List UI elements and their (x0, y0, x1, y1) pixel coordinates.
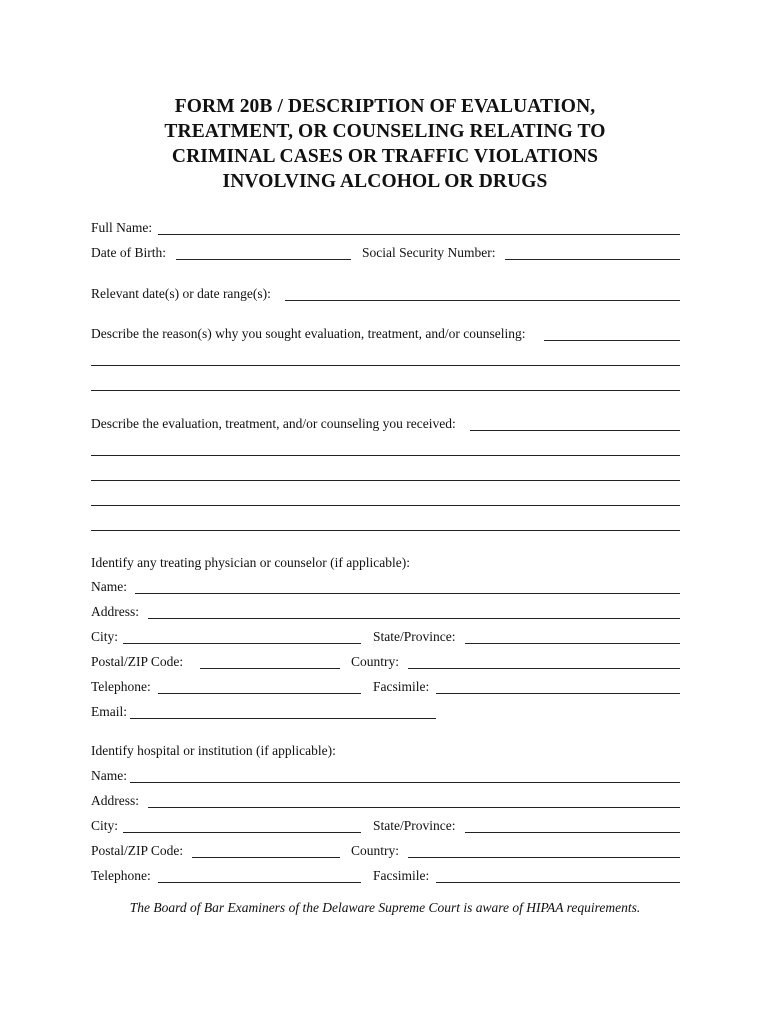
received-field[interactable] (470, 430, 680, 431)
received-field-line[interactable] (91, 530, 680, 531)
hipaa-note: The Board of Bar Examiners of the Delaware Supreme Court is aware of HIPAA requirements. (129, 900, 641, 915)
physician-city-label: City: (91, 629, 119, 644)
hospital-state-field[interactable] (465, 832, 680, 833)
hospital-facsimile-field[interactable] (436, 882, 680, 883)
hospital-country-field[interactable] (408, 857, 680, 858)
hospital-address-label: Address: (91, 793, 139, 808)
physician-email-label: Email: (91, 704, 127, 719)
physician-postal-label: Postal/ZIP Code: (91, 654, 184, 669)
reason-field-line[interactable] (91, 390, 680, 391)
reason-label: Describe the reason(s) why you sought evaluation, treatment, and/or counseling: (91, 326, 526, 341)
ssn-label: Social Security Number: (362, 245, 496, 260)
form-title-line: INVOLVING ALCOHOL OR DRUGS (222, 171, 548, 192)
reason-field[interactable] (544, 340, 680, 341)
physician-country-label: Country: (351, 654, 400, 669)
form-title-line: TREATMENT, OR COUNSELING RELATING TO (164, 121, 606, 142)
physician-address-label: Address: (91, 604, 139, 619)
hospital-postal-label: Postal/ZIP Code: (91, 843, 184, 858)
hospital-address-field[interactable] (148, 807, 680, 808)
reason-field-line[interactable] (91, 365, 680, 366)
physician-address-field[interactable] (148, 618, 680, 619)
hospital-telephone-label: Telephone: (91, 868, 151, 883)
received-label: Describe the evaluation, treatment, and/or counseling you received: (91, 416, 456, 431)
hospital-city-field[interactable] (123, 832, 361, 833)
hospital-state-label: State/Province: (373, 818, 456, 833)
hospital-country-label: Country: (351, 843, 400, 858)
hospital-name-field[interactable] (130, 782, 680, 783)
received-field-line[interactable] (91, 505, 680, 506)
physician-name-label: Name: (91, 579, 127, 594)
hospital-telephone-field[interactable] (158, 882, 361, 883)
physician-email-field[interactable] (130, 718, 436, 719)
physician-state-field[interactable] (465, 643, 680, 644)
received-field-line[interactable] (91, 480, 680, 481)
physician-city-field[interactable] (123, 643, 361, 644)
physician-name-field[interactable] (135, 593, 680, 594)
physician-facsimile-label: Facsimile: (373, 679, 430, 694)
physician-facsimile-field[interactable] (436, 693, 680, 694)
date-of-birth-label: Date of Birth: (91, 245, 166, 260)
physician-heading: Identify any treating physician or counselor (if applicable): (91, 555, 411, 570)
ssn-field[interactable] (505, 259, 680, 260)
form-title-line: CRIMINAL CASES OR TRAFFIC VIOLATIONS (171, 146, 599, 167)
physician-telephone-field[interactable] (158, 693, 361, 694)
relevant-dates-field[interactable] (285, 300, 680, 301)
physician-state-label: State/Province: (373, 629, 456, 644)
full-name-label: Full Name: (91, 220, 153, 235)
form-title-line: FORM 20B / DESCRIPTION OF EVALUATION, (174, 96, 596, 117)
date-of-birth-field[interactable] (176, 259, 351, 260)
hospital-heading: Identify hospital or institution (if applicable): (91, 743, 336, 758)
physician-telephone-label: Telephone: (91, 679, 151, 694)
relevant-dates-label: Relevant date(s) or date range(s): (91, 286, 271, 301)
form-title (90, 94, 680, 194)
physician-postal-field[interactable] (200, 668, 340, 669)
full-name-field[interactable] (158, 234, 680, 235)
physician-country-field[interactable] (408, 668, 680, 669)
hospital-name-label: Name: (91, 768, 127, 783)
hospital-postal-field[interactable] (192, 857, 340, 858)
received-field-line[interactable] (91, 455, 680, 456)
hospital-facsimile-label: Facsimile: (373, 868, 430, 883)
hospital-city-label: City: (91, 818, 119, 833)
